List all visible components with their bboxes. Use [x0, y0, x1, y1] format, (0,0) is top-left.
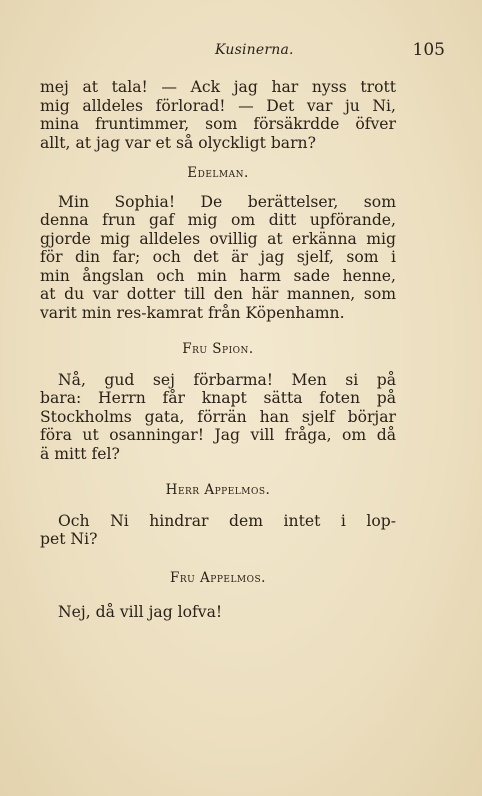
- text-line: Stockholms gata, förrän han sjelf börjar: [40, 407, 396, 426]
- speaker-name: Edelman.: [187, 165, 249, 181]
- text-line: Min Sophia! De berättelser, som: [58, 192, 396, 211]
- text-line: varit min res-kamrat från Köpenhamn.: [40, 303, 345, 322]
- text-line: denna frun gaf mig om ditt upförande,: [40, 211, 396, 229]
- speaker-heading: [40, 164, 396, 183]
- speaker-name: Fru Spion.: [182, 341, 254, 357]
- page-header: [40, 42, 445, 66]
- text-line: Nej, då vill jag lofva!: [58, 603, 223, 621]
- text-line: pet Ni?: [40, 530, 98, 548]
- text-line: min ångslan och min harm sade henne,: [40, 266, 396, 285]
- text-line: mina fruntimmer, som försäkrdde öfver: [40, 115, 396, 133]
- text-line: Nå, gud sej förbarma! Men si på: [58, 370, 396, 389]
- text-line: gjorde mig alldeles ovillig at erkänna mig: [40, 229, 396, 248]
- text-line: ä mitt fel?: [40, 444, 120, 463]
- running-title: Kusinerna.: [215, 42, 294, 58]
- text-line: mig alldeles förlorad! — Det var ju Ni,: [40, 96, 396, 115]
- speaker-heading: [40, 569, 396, 588]
- text-line: mej at tala! — Ack jag har nyss trott: [40, 78, 396, 96]
- page-body: [40, 78, 396, 622]
- speaker-name: Herr Appelmos.: [165, 482, 271, 498]
- paragraph: [40, 512, 396, 549]
- text-line: föra ut osanningar! Jag vill fråga, om då: [40, 426, 396, 444]
- text-line: at du var dotter till den här mannen, som: [40, 285, 396, 303]
- paragraph: [40, 78, 396, 152]
- paragraph: [40, 371, 396, 464]
- text-line: Och Ni hindrar dem intet i lop-: [58, 511, 396, 530]
- speaker-name: Fru Appelmos.: [170, 569, 266, 586]
- speaker-heading: [40, 340, 396, 359]
- paragraph: [40, 193, 396, 323]
- paragraph: [40, 603, 396, 622]
- text-line: för din far; och det är jag sjelf, som i: [40, 248, 396, 266]
- page-number: 105: [412, 40, 445, 60]
- text-line: allt, at jag var et så olyckligt barn?: [40, 133, 316, 152]
- speaker-heading: [40, 481, 396, 500]
- text-line: bara: Herrn får knapt sätta foten på: [40, 389, 396, 407]
